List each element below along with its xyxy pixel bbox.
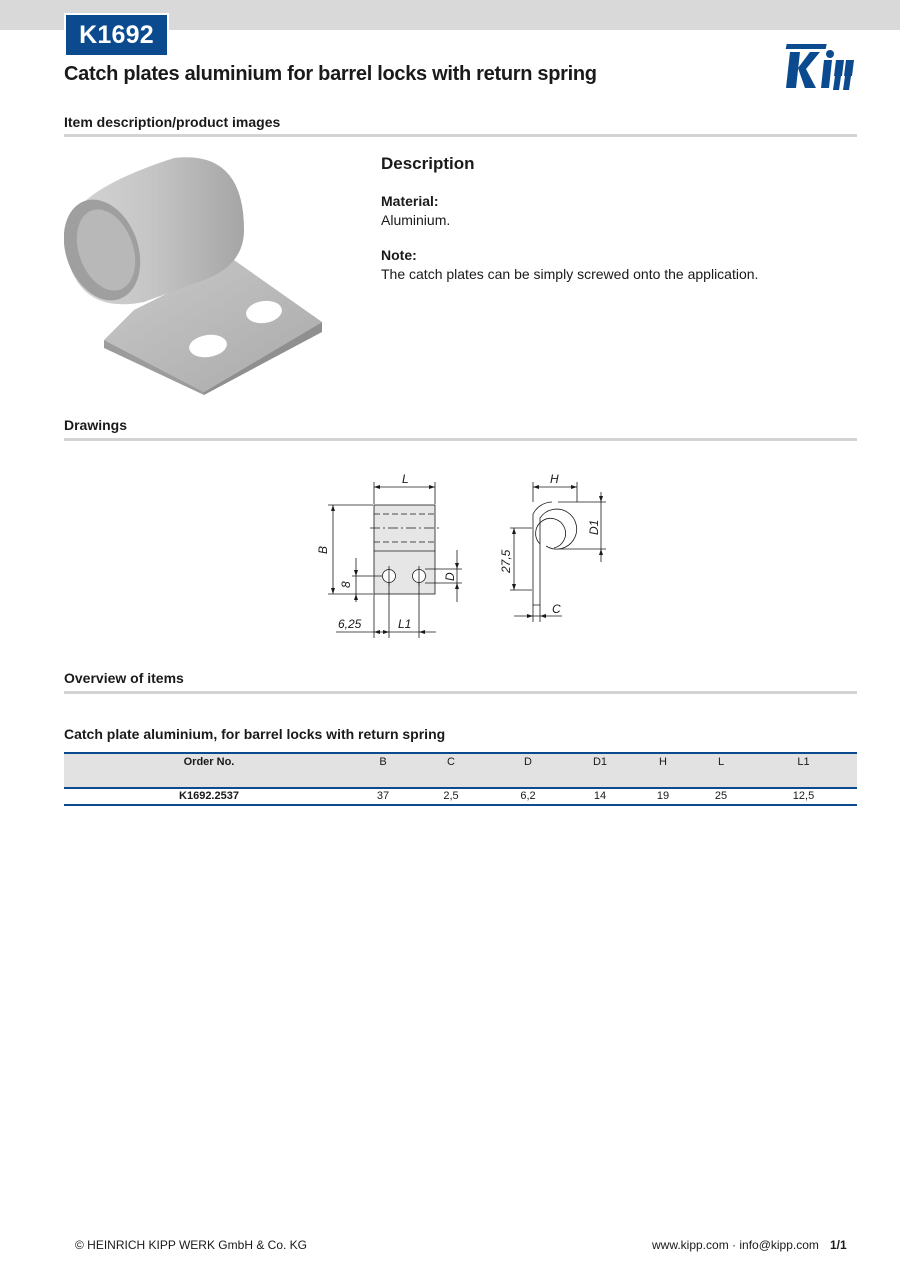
col-header-c: C [412, 753, 490, 788]
cell-l1: 12,5 [750, 788, 857, 805]
section-item-description [64, 114, 857, 130]
section-overview [64, 670, 857, 686]
table-row[interactable] [64, 788, 857, 805]
col-header-order-no: Order No. [64, 753, 354, 788]
cell-l: 25 [692, 788, 750, 805]
page-title: Catch plates aluminium for barrel locks with return spring [64, 63, 597, 85]
description-heading: Description [381, 154, 475, 173]
product-image [64, 150, 324, 395]
col-header-b: B [354, 753, 412, 788]
section-rule [64, 691, 857, 694]
dim-label-C: C [552, 602, 561, 616]
col-header-h: H [634, 753, 692, 788]
dim-label-L: L [402, 472, 409, 486]
cell-b: 37 [354, 788, 412, 805]
cell-c: 2,5 [412, 788, 490, 805]
section-item-description-label: Item description/product images [64, 114, 281, 130]
table-header-row [64, 753, 857, 788]
dim-label-D: D [443, 572, 457, 581]
technical-drawing [300, 462, 620, 647]
section-rule [64, 134, 857, 137]
dim-label-8: 8 [339, 581, 353, 588]
cell-h: 19 [634, 788, 692, 805]
section-drawings-label: Drawings [64, 417, 128, 433]
dim-label-H: H [550, 472, 559, 486]
kipp-logo [784, 38, 860, 92]
item-code-badge: K1692 [64, 13, 169, 57]
footer-page-number: 1/1 [830, 1238, 847, 1252]
description-block [381, 154, 851, 300]
cell-d1: 14 [566, 788, 634, 805]
footer-contact[interactable]: www.kipp.com · info@kipp.com [652, 1238, 819, 1252]
section-overview-label: Overview of items [64, 670, 184, 686]
section-drawings [64, 417, 857, 433]
note-value: The catch plates can be simply screwed onto the application. [381, 266, 759, 282]
footer-copyright: © HEINRICH KIPP WERK GmbH & Co. KG [75, 1238, 307, 1252]
dim-label-6-25: 6,25 [338, 617, 362, 631]
col-header-d1: D1 [566, 753, 634, 788]
table-title: Catch plate aluminium, for barrel locks with return spring [64, 726, 446, 742]
items-table [64, 752, 857, 806]
material-label: Material: [381, 193, 439, 209]
cell-d: 6,2 [490, 788, 566, 805]
note-label: Note: [381, 247, 417, 263]
col-header-l: L [692, 753, 750, 788]
material-value: Aluminium. [381, 212, 451, 228]
dim-label-B: B [316, 545, 330, 554]
dim-label-L1: L1 [398, 617, 412, 631]
dim-label-27-5: 27,5 [499, 549, 513, 573]
col-header-l1: L1 [750, 753, 857, 788]
col-header-d: D [490, 753, 566, 788]
cell-order-no[interactable]: K1692.2537 [64, 788, 354, 805]
section-rule [64, 438, 857, 441]
logo-text: Kipp [784, 38, 787, 39]
dim-label-D1: D1 [587, 519, 601, 535]
